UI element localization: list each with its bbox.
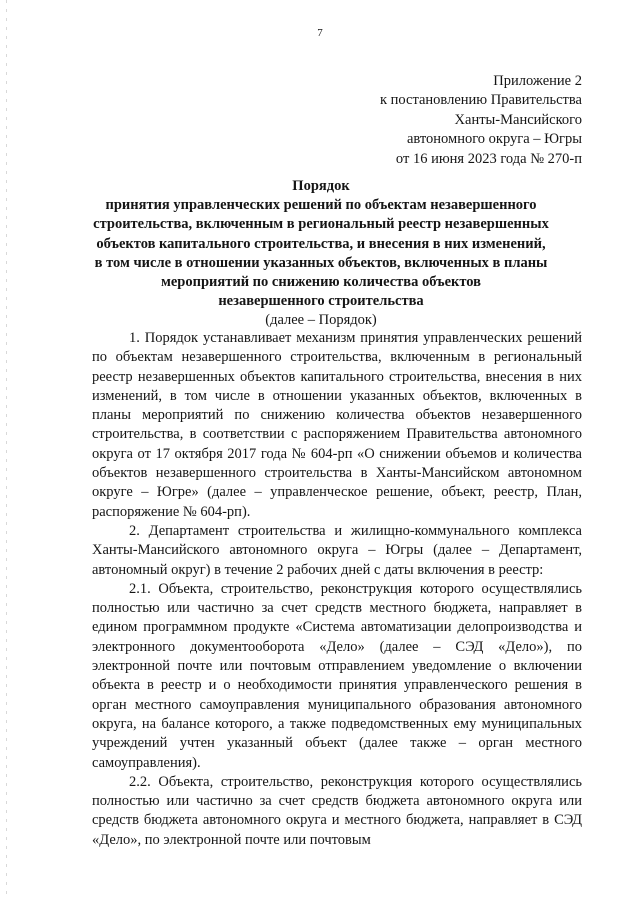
appendix-block: [282, 72, 582, 169]
appendix-line: к постановлению Правительства: [380, 92, 582, 109]
paragraph: 2.1. Объекта, строительство, реконструкция которого осуществлялись полностью или частично за счет средств местного бюджета, направляет в едином программном продукте «Система автоматизации делопроизводства и электронного документооборота «Дело» (далее – СЭД «Дело»), по электронной почте или почтовым отправлением уведомление о включении объекта в реестр и о необходимости принятия управленческого решения в орган местного самоуправления муниципального образования автономного округа, на балансе которого, а также подведомственных ему муниципальных учреждений учтен указанный объект (далее также – орган местного самоуправления).: [92, 580, 582, 771]
document-title: [66, 177, 576, 331]
title-line: в том числе в отношении указанных объектов, включенных в планы: [94, 254, 548, 271]
appendix-line: Ханты-Мансийского: [454, 111, 582, 128]
title-line: объектов капитального строительства, и внесения в них изменений,: [96, 235, 546, 252]
title-line: незавершенного строительства: [218, 293, 424, 310]
paragraph: 2.2. Объекта, строительство, реконструкция которого осуществлялись полностью или частично за счет средств бюджета автономного округа или средств бюджета автономного округа и местного бюджета, направляет в СЭД «Дело», по электронной почте или почтовым: [92, 773, 582, 848]
document-body: [92, 329, 582, 850]
page-number: 7: [317, 27, 323, 39]
scan-edge-line: [6, 0, 7, 899]
paragraph: 1. Порядок устанавливает механизм принятия управленческих решений по объектам незавершенного строительства, включенным в региональный реестр незавершенных объектов капитального строительства, внесения в них изменений, в том числе в отношении указанных объектов, включенных в планы мероприятий по снижению количества объектов незавершенного строительства, в соответствии с распоряжением Правительства автономного округа от 17 октября 2017 года № 604-рп «О снижении объемов и количества объектов незавершенного строительства в Ханты-Мансийском автономном округе – Югре» (далее – управленческое решение, объект, реестр, План, распоряжение № 604-рп).: [92, 330, 582, 520]
appendix-line: автономного округа – Югры: [406, 131, 582, 148]
title-subtitle: (далее – Порядок): [265, 312, 377, 329]
title-line: мероприятий по снижению количества объектов: [160, 274, 482, 291]
title-line: принятия управленческих решений по объектам незавершенного: [105, 197, 537, 214]
title-line: строительства, включенным в региональный реестр незавершенных: [93, 216, 549, 233]
title-line: Порядок: [292, 178, 350, 194]
appendix-line: Приложение 2: [493, 73, 582, 89]
appendix-line: от 16 июня 2023 года № 270-п: [395, 150, 582, 167]
paragraph: 2. Департамент строительства и жилищно-коммунального комплекса Ханты-Мансийского автономного округа – Югры (далее – Департамент, автономный округ) в течение 2 рабочих дней с даты включения в реестр:: [92, 522, 582, 578]
